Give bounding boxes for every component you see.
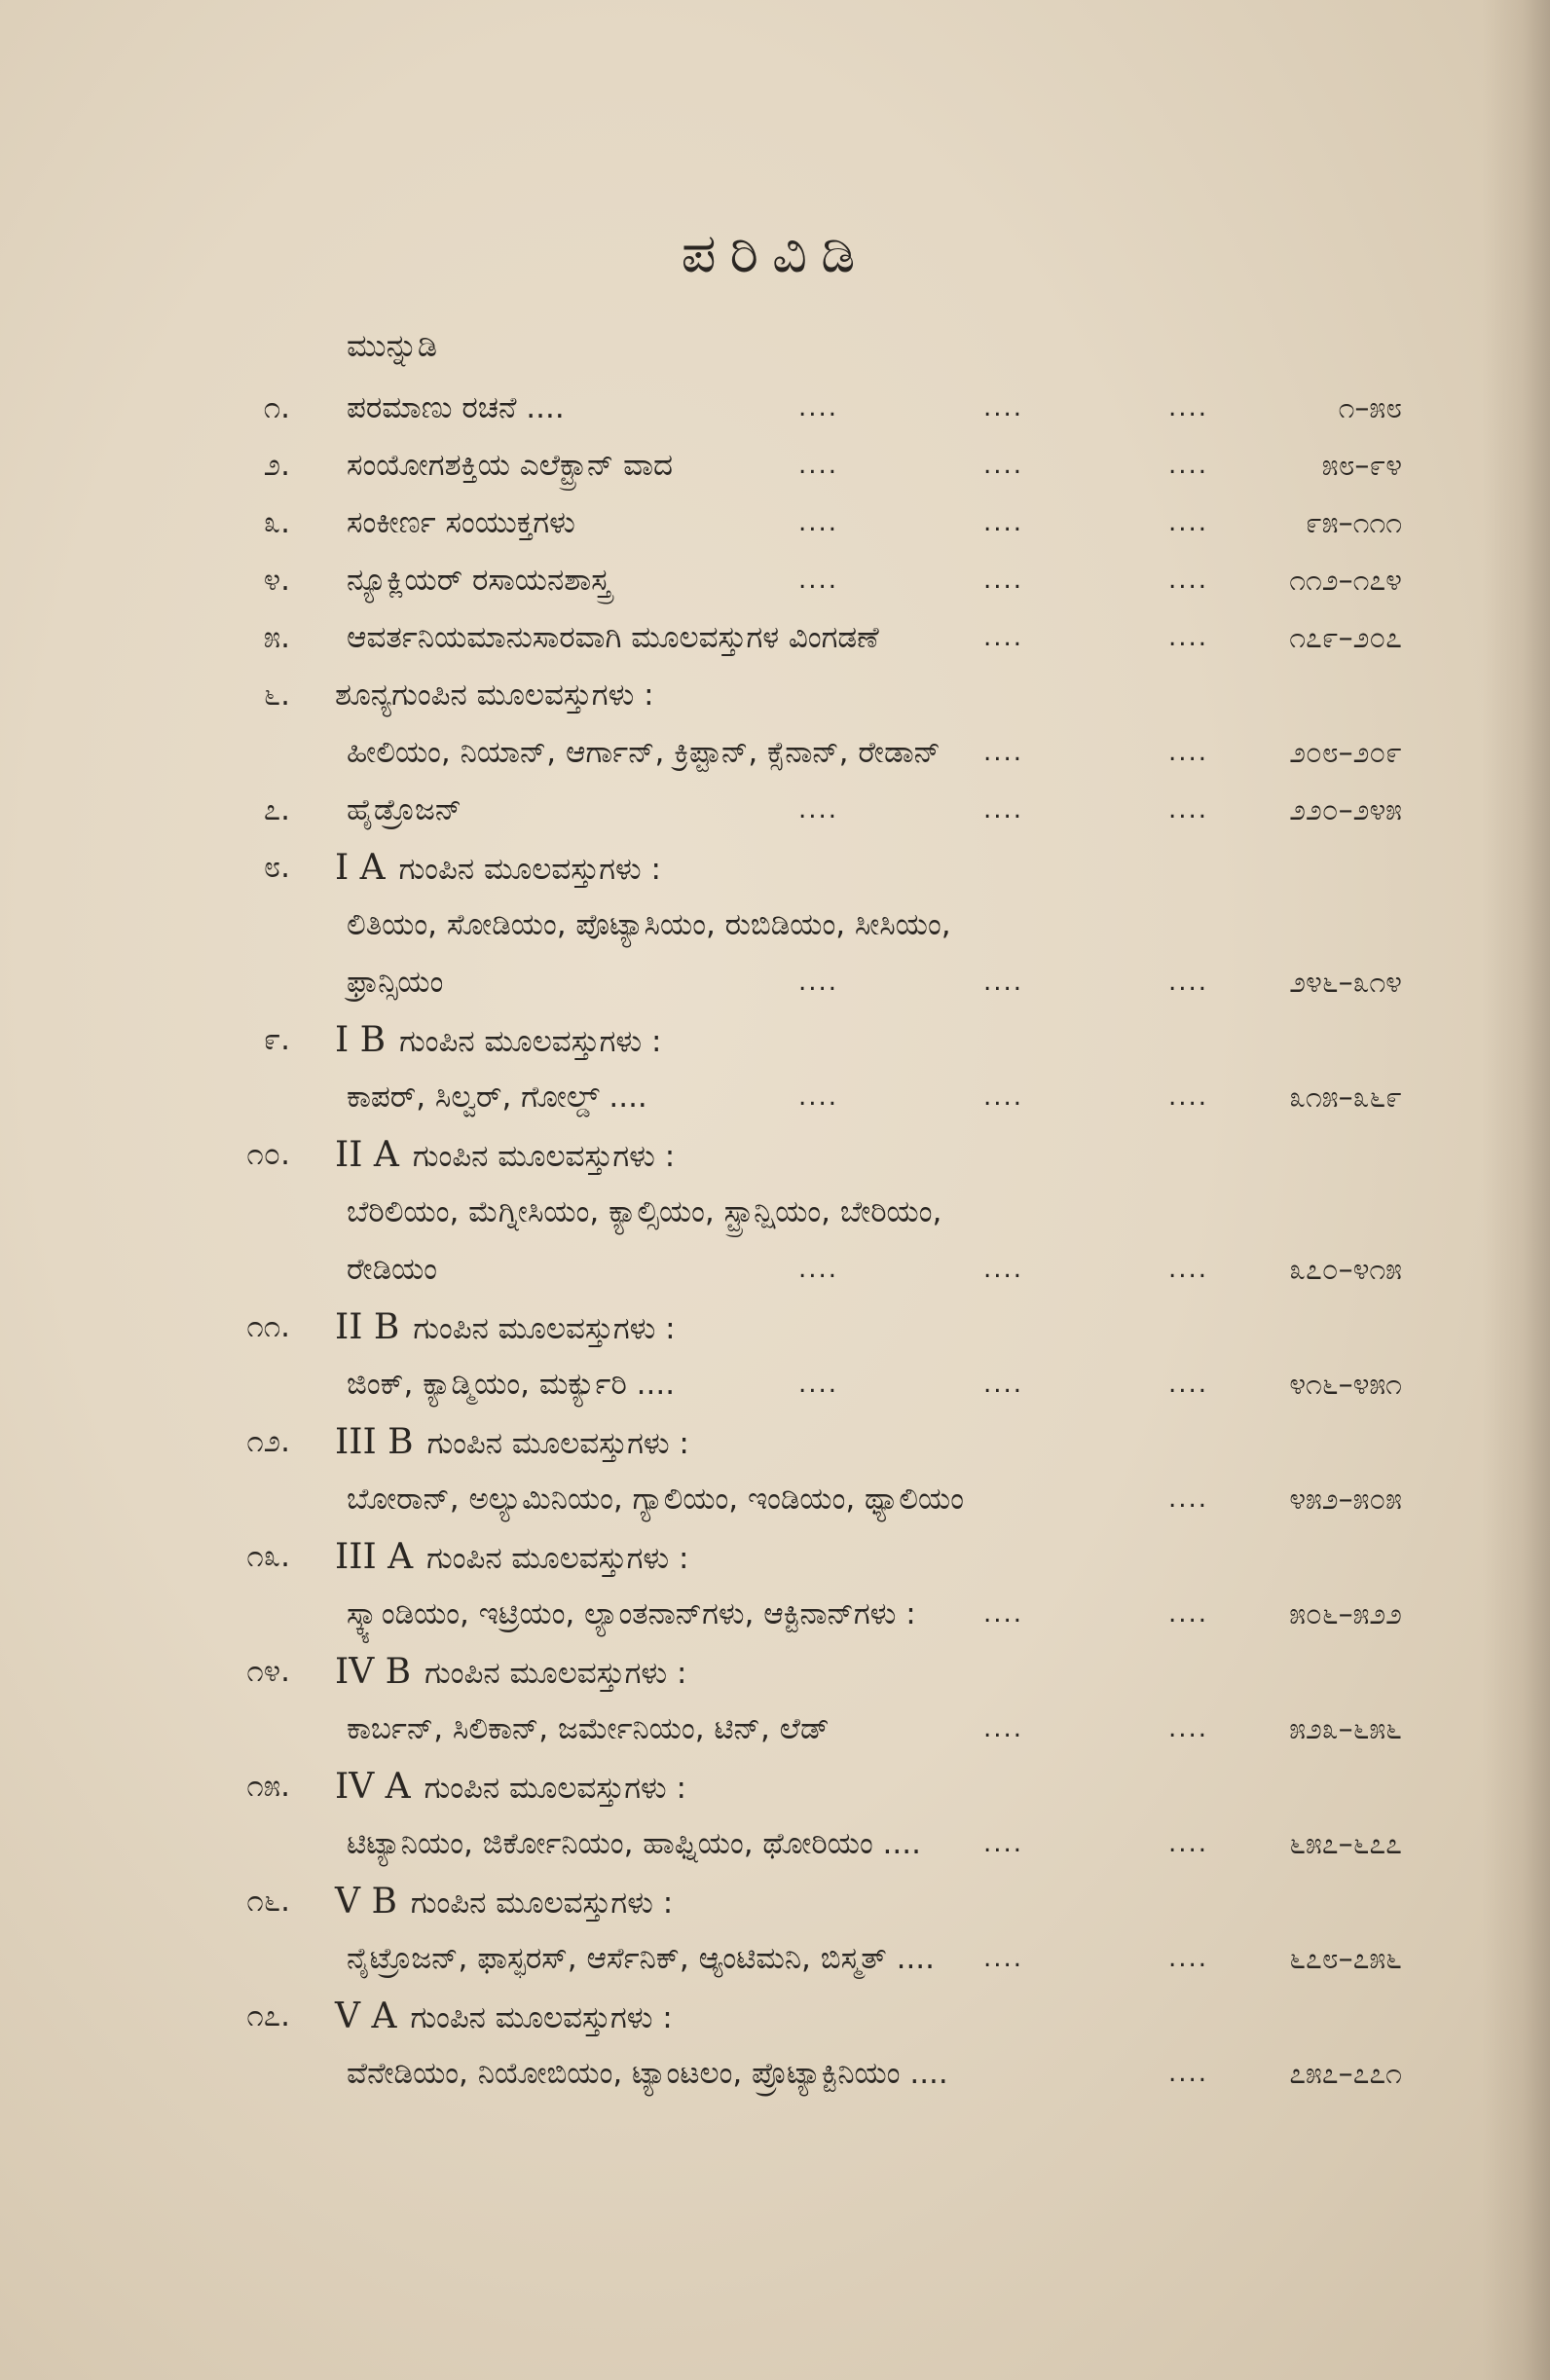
toc-line bbox=[0, 667, 1550, 724]
entry-title: ರೇಡಿಯಂ bbox=[347, 1252, 438, 1287]
group-label: III B bbox=[335, 1422, 414, 1462]
group-heading-text: ಗುಂಪಿನ ಮೂಲವಸ್ತುಗಳು : bbox=[399, 1024, 662, 1059]
leader-dot-group: .... bbox=[1168, 1599, 1209, 1629]
leader-dot-group: .... bbox=[798, 393, 839, 422]
group-label: I B bbox=[335, 1020, 387, 1060]
entry-title: ಸಂಯೋಗಶಕ್ತಿಯ ಎಲೆಕ್ಟ್ರಾನ್ ವಾದ bbox=[347, 448, 674, 483]
entry-number: ೧೬. bbox=[246, 1884, 290, 1919]
group-label: IV A bbox=[335, 1767, 411, 1807]
leader-dot-group: .... bbox=[1168, 451, 1209, 480]
entry-number: ೧೭. bbox=[246, 1998, 290, 2033]
group-heading bbox=[335, 1643, 686, 1703]
page-range: ೫೨೩–೬೫೬ bbox=[1289, 1712, 1402, 1746]
toc-line bbox=[0, 1184, 1550, 1241]
toc-line bbox=[0, 1873, 1550, 1930]
group-heading-text: ಗುಂಪಿನ ಮೂಲವಸ್ತುಗಳು : bbox=[424, 1771, 686, 1806]
leader-dot-group: .... bbox=[1168, 393, 1209, 422]
entry-title: ಟಿಟ್ಯಾನಿಯಂ, ಜಿರ್ಕೋನಿಯಂ, ಹಾಫ್ನಿಯಂ, ಥೋರಿಯಂ .... bbox=[347, 1826, 921, 1861]
leader-dot-group: .... bbox=[983, 451, 1024, 480]
leader-dot-group: .... bbox=[983, 795, 1024, 824]
group-heading-text: ಗುಂಪಿನ ಮೂಲವಸ್ತುಗಳು : bbox=[426, 1541, 689, 1576]
toc-entry bbox=[0, 609, 1550, 667]
leader-dot-group: .... bbox=[983, 1370, 1024, 1399]
group-label: II B bbox=[335, 1307, 400, 1347]
toc-line bbox=[0, 1815, 1550, 1873]
toc-entry bbox=[0, 1299, 1550, 1413]
leader-dot-group: .... bbox=[1168, 1829, 1209, 1858]
entry-number: ೧೦. bbox=[246, 1137, 290, 1172]
entry-title: ಬೋರಾನ್, ಅಲ್ಯುಮಿನಿಯಂ, ಗ್ಯಾಲಿಯಂ, ಇಂಡಿಯಂ, ಥ್ಯಾಲಿಯಂ bbox=[347, 1482, 964, 1517]
leader-dot-group: .... bbox=[983, 1599, 1024, 1629]
group-label: V B bbox=[335, 1882, 397, 1922]
page-range: ೬೫೭–೬೭೭ bbox=[1289, 1827, 1402, 1861]
group-heading bbox=[335, 1011, 661, 1071]
group-heading bbox=[335, 839, 661, 898]
toc-entry bbox=[0, 839, 1550, 1011]
toc-line bbox=[0, 1069, 1550, 1126]
entry-number: ೭. bbox=[263, 792, 290, 827]
entry-number: ೨. bbox=[263, 448, 290, 483]
entry-number: ೧೫. bbox=[246, 1769, 290, 1804]
leader-dots bbox=[0, 380, 1550, 437]
toc-line bbox=[0, 1241, 1550, 1299]
leader-dot-group: .... bbox=[1168, 1944, 1209, 1973]
leader-dot-group: .... bbox=[983, 1255, 1024, 1284]
leader-dot-group: .... bbox=[1168, 1082, 1209, 1112]
leader-dot-group: .... bbox=[1168, 738, 1209, 767]
group-heading-text: ಗುಂಪಿನ ಮೂಲವಸ್ತುಗಳು : bbox=[426, 1426, 689, 1461]
entry-title: ಸಂಕೀರ್ಣ ಸಂಯುಕ್ತಗಳು bbox=[347, 505, 575, 540]
page-range: ೧–೫೮ bbox=[1338, 391, 1402, 425]
toc-line bbox=[0, 494, 1550, 552]
leader-dot-group: .... bbox=[798, 1370, 839, 1399]
page-range: ೭೫೭–೭೭೧ bbox=[1289, 2057, 1402, 2091]
entry-title: ನ್ಯೂಕ್ಲಿಯರ್ ರಸಾಯನಶಾಸ್ತ್ರ bbox=[347, 563, 611, 598]
group-heading bbox=[335, 1528, 688, 1588]
toc-line bbox=[0, 1356, 1550, 1413]
group-heading bbox=[335, 1413, 689, 1473]
page-title: ಪರಿವಿಡಿ bbox=[681, 222, 869, 285]
toc-line bbox=[0, 1011, 1550, 1069]
entry-number: ೧. bbox=[263, 390, 290, 425]
toc-entry bbox=[0, 494, 1550, 552]
leader-dot-group: .... bbox=[1168, 566, 1209, 595]
toc-line bbox=[0, 1299, 1550, 1356]
leader-dot-group: .... bbox=[1168, 1484, 1209, 1514]
page-range: ೩೧೫–೩೬೯ bbox=[1289, 1080, 1402, 1115]
entry-number: ೬. bbox=[263, 677, 290, 713]
entry-title: ಪರಮಾಣು ರಚನೆ .... bbox=[347, 390, 565, 425]
group-label: II A bbox=[335, 1135, 399, 1175]
entry-number: ೧೧. bbox=[246, 1309, 290, 1344]
group-heading bbox=[335, 1299, 676, 1358]
group-heading bbox=[335, 1758, 686, 1817]
leader-dot-group: .... bbox=[983, 393, 1024, 422]
toc-line bbox=[0, 954, 1550, 1011]
leader-dot-group: .... bbox=[983, 1082, 1024, 1112]
page-range: ೯೫–೧೧೧ bbox=[1306, 506, 1402, 540]
toc-entry bbox=[0, 1011, 1550, 1126]
toc-entry bbox=[0, 667, 1550, 782]
page-range: ೫೮–೯೪ bbox=[1321, 449, 1402, 483]
leader-dot-group: .... bbox=[1168, 1714, 1209, 1743]
leader-dot-group: .... bbox=[1168, 968, 1209, 997]
group-heading-text: ಗುಂಪಿನ ಮೂಲವಸ್ತುಗಳು : bbox=[398, 852, 661, 887]
group-heading-text: ಶೂನ್ಯಗುಂಪಿನ ಮೂಲವಸ್ತುಗಳು : bbox=[335, 677, 654, 713]
leader-dot-group: .... bbox=[1168, 1370, 1209, 1399]
toc-entry bbox=[0, 437, 1550, 494]
toc-entry bbox=[0, 1873, 1550, 1988]
leader-dot-group: .... bbox=[983, 623, 1024, 652]
preface-entry: ಮುನ್ನುಡಿ bbox=[347, 327, 438, 364]
toc-entry bbox=[0, 1528, 1550, 1643]
entry-number: ೫. bbox=[263, 620, 290, 655]
leader-dot-group: .... bbox=[983, 1714, 1024, 1743]
toc-entry bbox=[0, 1758, 1550, 1873]
page-range: ೧೧೨–೧೭೪ bbox=[1289, 564, 1402, 598]
toc-entry bbox=[0, 1413, 1550, 1528]
page-range: ೪೫೨–೫೦೫ bbox=[1289, 1483, 1402, 1517]
group-heading bbox=[335, 667, 654, 724]
toc-entry bbox=[0, 782, 1550, 839]
entry-title: ಹೀಲಿಯಂ, ನಿಯಾನ್, ಆರ್ಗಾನ್, ಕ್ರಿಪ್ಟಾನ್, ಕ್ಸೆನಾನ್, ರೇಡಾನ್ bbox=[347, 735, 941, 770]
toc-line bbox=[0, 1643, 1550, 1701]
toc-line bbox=[0, 897, 1550, 954]
entry-title: ಬೆರಿಲಿಯಂ, ಮೆಗ್ನೀಸಿಯಂ, ಕ್ಯಾಲ್ಸಿಯಂ, ಸ್ಟ್ರಾನ್ಷಿಯಂ, ಬೇರಿಯಂ, bbox=[347, 1194, 942, 1229]
entry-title: ವೆನೇಡಿಯಂ, ನಿಯೋಬಿಯಂ, ಟ್ಯಾಂಟಲಂ, ಪ್ರೊಟ್ಯಾಕ್ಟಿನಿಯಂ .... bbox=[347, 2056, 948, 2091]
leader-dots bbox=[0, 437, 1550, 494]
leader-dot-group: .... bbox=[1168, 1255, 1209, 1284]
group-label: I A bbox=[335, 848, 386, 888]
toc-entry bbox=[0, 1988, 1550, 2103]
toc-line bbox=[0, 437, 1550, 494]
toc-line bbox=[0, 782, 1550, 839]
toc-entry bbox=[0, 1126, 1550, 1299]
page-range: ೪೧೬–೪೫೧ bbox=[1289, 1368, 1402, 1402]
group-heading-text: ಗುಂಪಿನ ಮೂಲವಸ್ತುಗಳು : bbox=[413, 1311, 676, 1346]
page-range: ೫೦೬–೫೨೨ bbox=[1289, 1597, 1402, 1631]
toc-line bbox=[0, 724, 1550, 782]
toc-line bbox=[0, 1701, 1550, 1758]
leader-dot-group: .... bbox=[983, 738, 1024, 767]
toc-line bbox=[0, 1758, 1550, 1815]
entry-title: ಸ್ಕ್ಯಾಂಡಿಯಂ, ಇಟ್ರಿಯಂ, ಲ್ಯಾಂತನಾನ್‌ಗಳು, ಆಕ್ಟಿನಾನ್‌ಗಳು : bbox=[347, 1596, 916, 1631]
leader-dot-group: .... bbox=[1168, 795, 1209, 824]
group-heading bbox=[335, 1988, 673, 2047]
group-heading-text: ಗುಂಪಿನ ಮೂಲವಸ್ತುಗಳು : bbox=[410, 2000, 673, 2035]
leader-dot-group: .... bbox=[798, 968, 839, 997]
group-label: III A bbox=[335, 1537, 414, 1577]
toc-entry bbox=[0, 1643, 1550, 1758]
group-heading bbox=[335, 1873, 673, 1932]
leader-dot-group: .... bbox=[798, 508, 839, 537]
leader-dot-group: .... bbox=[798, 795, 839, 824]
leader-dot-group: .... bbox=[983, 1829, 1024, 1858]
entry-title: ಫ್ರಾನ್ಸಿಯಂ bbox=[347, 965, 444, 1000]
entry-number: ೮. bbox=[263, 850, 290, 885]
page-range: ೨೪೬–೩೧೪ bbox=[1289, 966, 1402, 1000]
toc-line bbox=[0, 552, 1550, 609]
page-range: ೩೭೦–೪೧೫ bbox=[1289, 1253, 1402, 1287]
entry-number: ೧೪. bbox=[246, 1654, 290, 1689]
group-heading-text: ಗುಂಪಿನ ಮೂಲವಸ್ತುಗಳು : bbox=[412, 1139, 676, 1174]
page-range: ೨೨೦–೨೪೫ bbox=[1289, 793, 1402, 827]
toc-line bbox=[0, 1126, 1550, 1184]
entry-title: ಲಿತಿಯಂ, ಸೋಡಿಯಂ, ಪೊಟ್ಯಾಸಿಯಂ, ರುಬಿಡಿಯಂ, ಸೀಸಿಯಂ, bbox=[347, 907, 951, 942]
entry-number: ೯. bbox=[263, 1022, 290, 1057]
group-label: IV B bbox=[335, 1652, 412, 1692]
toc-line bbox=[0, 1471, 1550, 1528]
toc-line bbox=[0, 1413, 1550, 1471]
entry-title: ಹೈಡ್ರೊಜನ್ bbox=[347, 792, 462, 827]
entry-title: ಕಾರ್ಬನ್, ಸಿಲಿಕಾನ್, ಜರ್ಮೇನಿಯಂ, ಟಿನ್, ಲೆಡ್ bbox=[347, 1711, 830, 1746]
toc-line bbox=[0, 1528, 1550, 1586]
leader-dot-group: .... bbox=[798, 451, 839, 480]
leader-dot-group: .... bbox=[798, 566, 839, 595]
leader-dot-group: .... bbox=[798, 1255, 839, 1284]
toc-line bbox=[0, 1930, 1550, 1988]
leader-dot-group: .... bbox=[1168, 2059, 1209, 2088]
group-heading-text: ಗುಂಪಿನ ಮೂಲವಸ್ತುಗಳು : bbox=[424, 1656, 687, 1691]
entry-number: ೩. bbox=[263, 505, 290, 540]
toc-line bbox=[0, 839, 1550, 897]
entry-title: ಜಿಂಕ್, ಕ್ಯಾಡ್ಮಿಯಂ, ಮರ್ಕ್ಯುರಿ .... bbox=[347, 1367, 676, 1402]
entry-number: ೪. bbox=[263, 563, 290, 598]
toc-line bbox=[0, 1586, 1550, 1643]
toc-line bbox=[0, 609, 1550, 667]
page-range: ೬೭೮–೭೫೬ bbox=[1289, 1942, 1402, 1976]
leader-dot-group: .... bbox=[1168, 623, 1209, 652]
entry-number: ೧೩. bbox=[246, 1539, 290, 1574]
entry-title: ನೈಟ್ರೊಜನ್, ಫಾಸ್ಫರಸ್, ಆರ್ಸೆನಿಕ್, ಆ್ಯಂಟಿಮನಿ, ಬಿಸ್ಮತ್ .... bbox=[347, 1941, 936, 1976]
toc-entry bbox=[0, 380, 1550, 437]
toc-line bbox=[0, 2045, 1550, 2103]
entry-number: ೧೨. bbox=[246, 1424, 290, 1459]
leader-dot-group: .... bbox=[983, 508, 1024, 537]
leader-dot-group: .... bbox=[1168, 508, 1209, 537]
leader-dot-group: .... bbox=[983, 1944, 1024, 1973]
toc-line bbox=[0, 380, 1550, 437]
page-range: ೧೭೯–೨೦೭ bbox=[1289, 621, 1402, 655]
group-label: V A bbox=[335, 1996, 397, 2036]
page-range: ೨೦೮–೨೦೯ bbox=[1289, 736, 1402, 770]
leader-dot-group: .... bbox=[983, 968, 1024, 997]
table-of-contents bbox=[0, 380, 1550, 2103]
group-heading-text: ಗುಂಪಿನ ಮೂಲವಸ್ತುಗಳು : bbox=[410, 1886, 674, 1921]
toc-line bbox=[0, 1988, 1550, 2045]
leader-dot-group: .... bbox=[798, 1082, 839, 1112]
leader-dot-group: .... bbox=[983, 566, 1024, 595]
group-heading bbox=[335, 1126, 675, 1186]
entry-title: ಆವರ್ತನಿಯಮಾನುಸಾರವಾಗಿ ಮೂಲವಸ್ತುಗಳ ವಿಂಗಡಣೆ bbox=[347, 620, 879, 655]
toc-entry bbox=[0, 552, 1550, 609]
entry-title: ಕಾಪರ್, ಸಿಲ್ವರ್, ಗೋಲ್ಡ್ .... bbox=[347, 1080, 647, 1115]
